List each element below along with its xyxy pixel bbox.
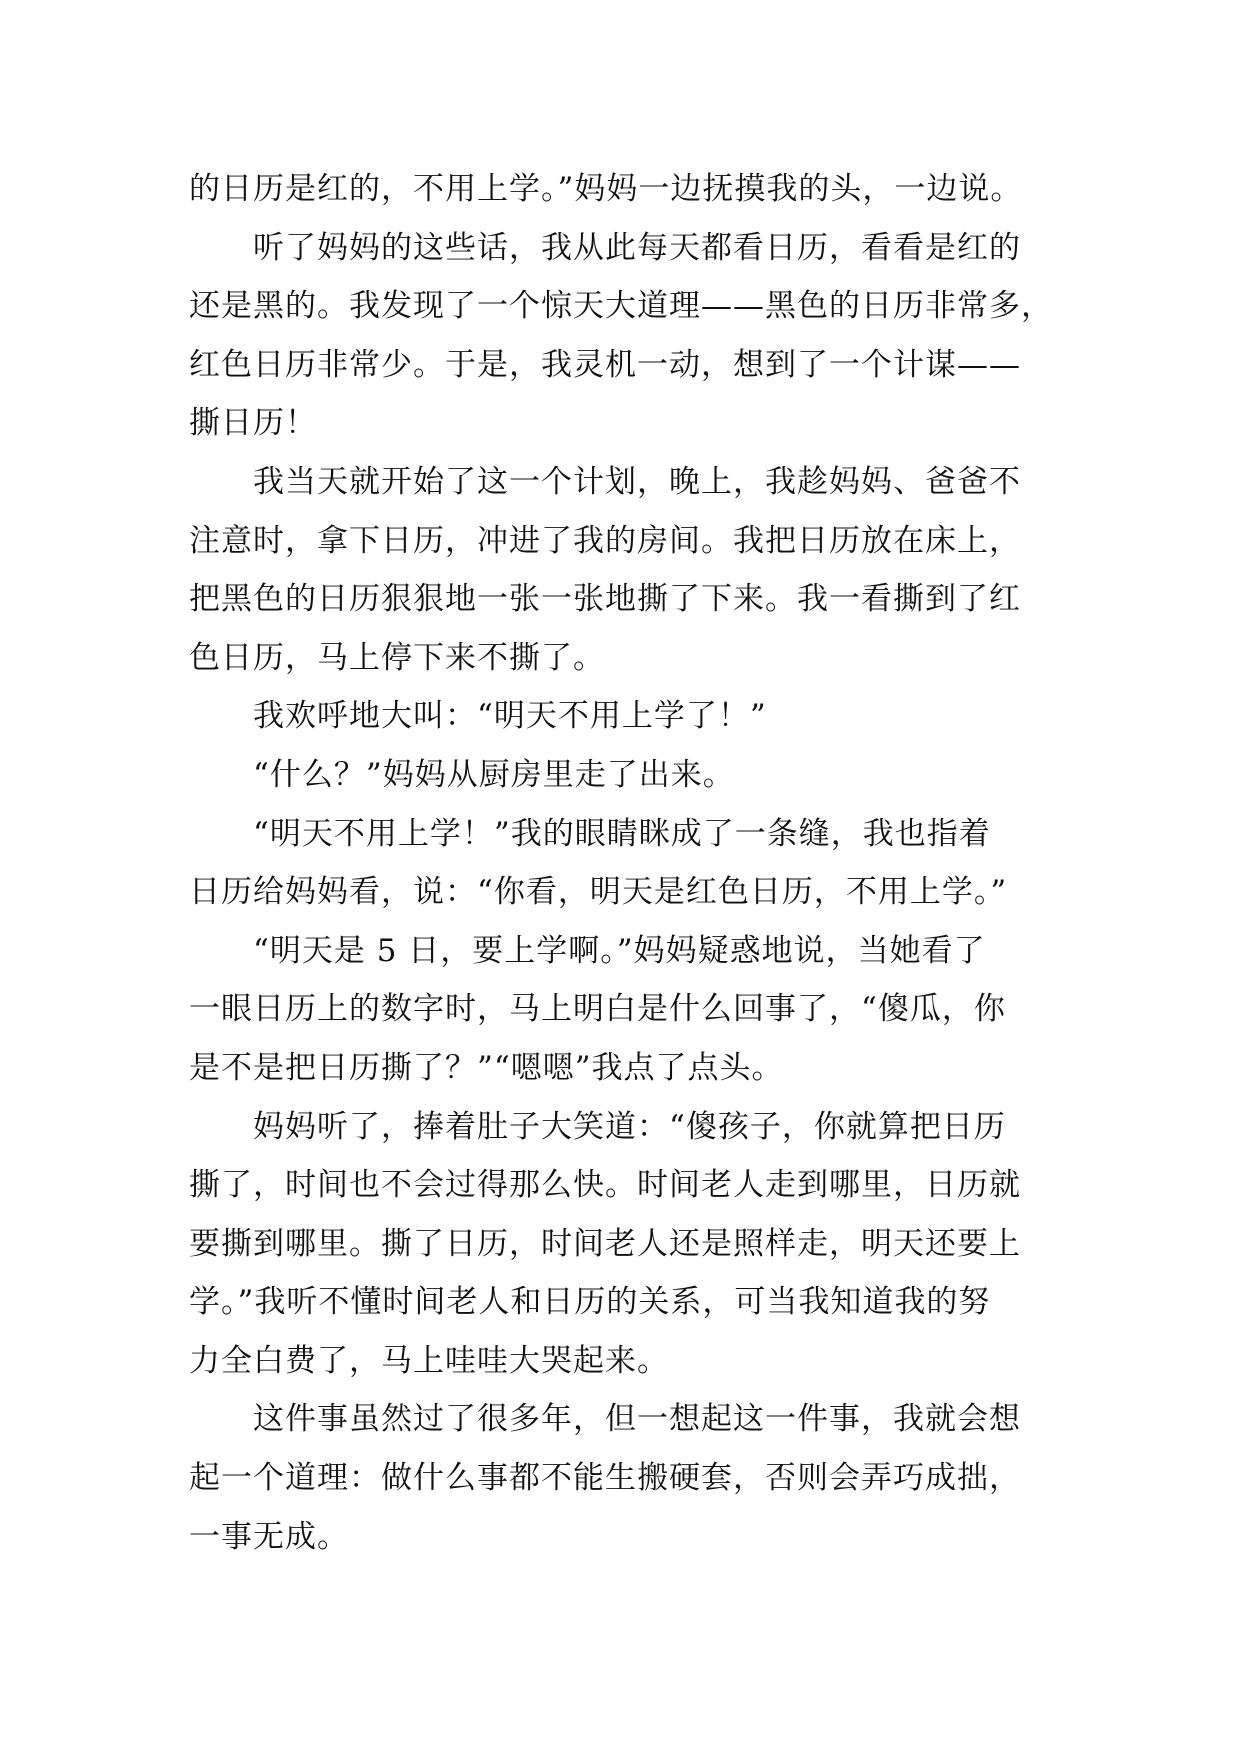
text-line: 红色日历非常少。于是，我灵机一动，想到了一个计谋—— xyxy=(189,346,1021,383)
text-line: 注意时，拿下日历，冲进了我的房间。我把日历放在床上， xyxy=(189,522,1021,559)
text-line: 学。”我听不懂时间老人和日历的关系，可当我知道我的努 xyxy=(189,1284,991,1321)
text-line: 还是黑的。我发现了一个惊天大道理——黑色的日历非常多， xyxy=(189,288,1053,325)
text-line: 我当天就开始了这一个计划，晚上，我趁妈妈、爸爸不 xyxy=(253,463,1021,500)
text-line: 我欢呼地大叫：“明天不用上学了！” xyxy=(253,698,767,735)
text-line: 一眼日历上的数字时，马上明白是什么回事了，“傻瓜，你 xyxy=(189,991,1006,1028)
text-line: “什么？”妈妈从厨房里走了出来。 xyxy=(253,756,735,793)
text-line: 要撕到哪里。撕了日历，时间老人还是照样走，明天还要上 xyxy=(189,1225,1021,1262)
text-line: 把黑色的日历狠狠地一张一张地撕了下来。我一看撕到了红 xyxy=(189,581,1021,618)
text-line: 撕了，时间也不会过得那么快。时间老人走到哪里，日历就 xyxy=(189,1167,1021,1204)
text-line: 起一个道理：做什么事都不能生搬硬套，否则会弄巧成拙， xyxy=(189,1460,1021,1497)
text-line: 撕日历！ xyxy=(189,405,317,442)
text-line: 妈妈听了，捧着肚子大笑道：“傻孩子，你就算把日历 xyxy=(253,1108,1006,1145)
text-line: 色日历，马上停下来不撕了。 xyxy=(189,639,605,676)
text-line: 这件事虽然过了很多年，但一想起这一件事，我就会想 xyxy=(253,1401,1021,1438)
text-line: 力全白费了，马上哇哇大哭起来。 xyxy=(189,1342,669,1379)
text-line: 是不是把日历撕了？”“嗯嗯”我点了点头。 xyxy=(189,1049,784,1086)
text-line: 听了妈妈的这些话，我从此每天都看日历，看看是红的 xyxy=(253,229,1021,266)
text-line: “明天是 5 日，要上学啊。”妈妈疑惑地说，当她看了 xyxy=(253,932,986,969)
text-line: 日历给妈妈看，说：“你看，明天是红色日历，不用上学。” xyxy=(189,874,1008,911)
text-line: 的日历是红的，不用上学。”妈妈一边抚摸我的头，一边说。 xyxy=(189,171,1023,207)
text-line: 一事无成。 xyxy=(189,1518,349,1555)
body-text xyxy=(189,160,1089,1566)
text-line: “明天不用上学！”我的眼睛眯成了一条缝，我也指着 xyxy=(253,815,991,852)
